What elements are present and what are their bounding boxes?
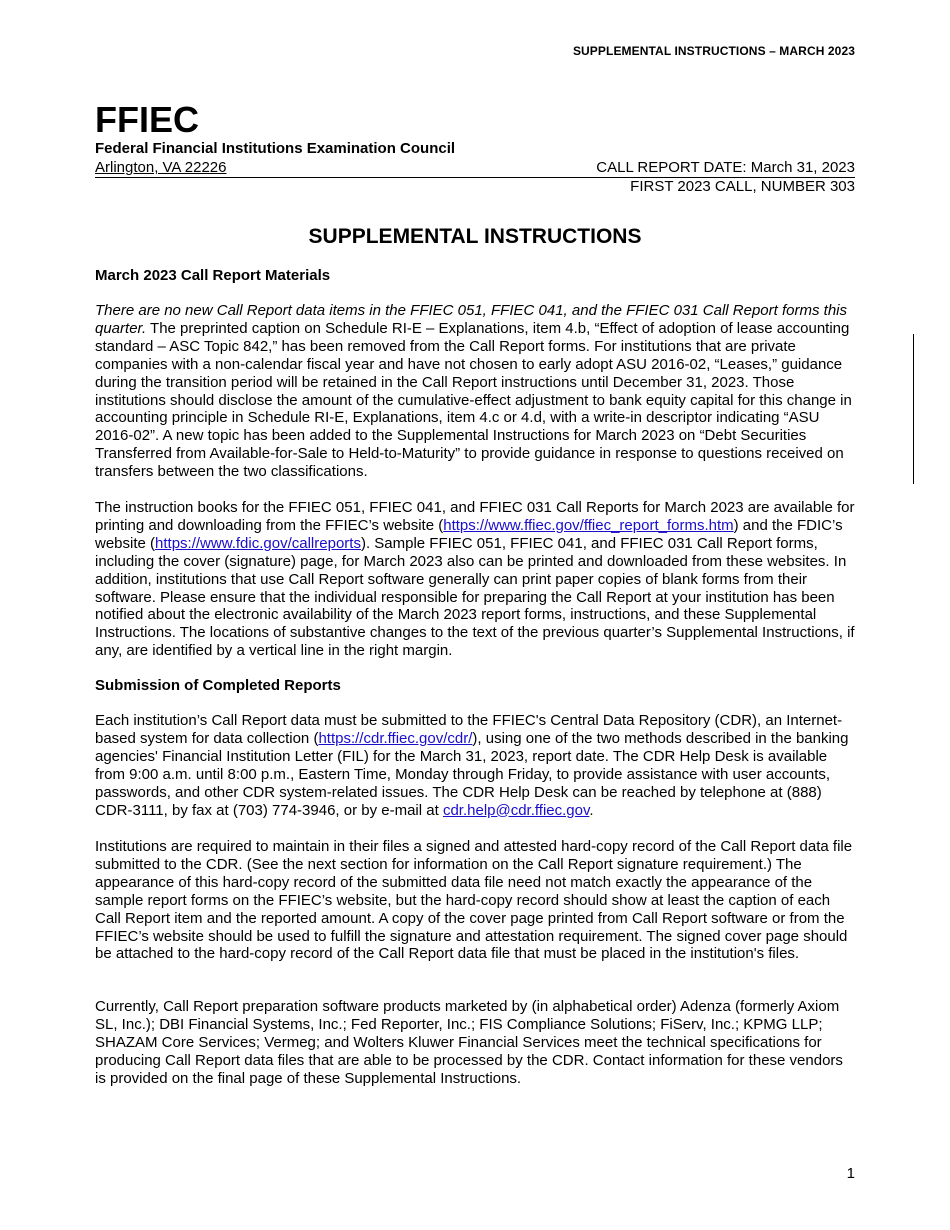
org-acronym: FFIEC xyxy=(95,99,199,140)
paragraph-materials-1: There are no new Call Report data items in the FFIEC 051, FFIEC 041, and the FFIEC 031 Call Report forms this quarter. The preprinted caption on Schedule RI-E – Explanations, item 4.b, “Effect of adoption of lease accounting standard – ASC Topic 842,” has been removed from the Call Report forms. For institutions that are private companies with a non-calendar fiscal year and have not chosen to early adopt ASU 2016-02, “Leases,” guidance during the transition period will be retained in the Call Report instructions until December 31, 2023. Those institutions should disclose the amount of the cumulative-effect adjustment to bank equity capital for this change in accounting principle in Schedule RI-E, Explanations, item 4.c or 4.d, with a write-in descriptor indicating “ASU 2016-02”. A new topic has been added to the Supplemental Instructions for March 2023 on “Debt Securities Transferred from Available-for-Sale to Held-to-Maturity” to provide guidance in response to questions received on transfers between the two classifications. xyxy=(95,302,852,481)
page-number: 1 xyxy=(846,1165,855,1182)
section-heading-materials: March 2023 Call Report Materials xyxy=(95,267,331,284)
cdr-link[interactable]: https://cdr.ffiec.gov/cdr/ xyxy=(318,729,473,747)
address-row xyxy=(95,159,855,178)
paragraph-submission-3: Currently, Call Report preparation software products marketed by (in alphabetical order) Adenza (formerly Axiom SL, Inc.); DBI Financial Systems, Inc.; Fed Reporter, Inc.; FIS Compliance Solutions; FiServ, Inc.; KPMG LLP; SHAZAM Core Services; Vermeg; and Wolters Kluwer Financial Services meet the technical specifications for producing Call Report data files that are able to be processed by the CDR. Contact information for these vendors is provided on the final page of these Supplemental Instructions. xyxy=(95,998,843,1087)
paragraph-submission-2: Institutions are required to maintain in their files a signed and attested hard-copy record of the Call Report data file submitted to the CDR. (See the next section for information on the Call Report signature requirement.) The appearance of this hard-copy record of the submitted data file need not match exactly the appearance of the sample report forms on the FFIEC’s website, but the hard-copy record should show at least the caption of each Call Report item and the reported amount. A copy of the cover page printed from Call Report software or from the FFIEC’s website should be used to fulfill the signature and attestation requirement. The signed cover page should be attached to the hard-copy record of the Call Report data file that must be placed in the institution's files. xyxy=(95,838,853,963)
org-address: Arlington, VA 22226 xyxy=(95,159,227,176)
italic-lead: There are no new Call Report data items in the FFIEC 051, FFIEC 041, and the FFIEC 031 Call Report forms this quarter. xyxy=(95,302,847,337)
section-heading-submission: Submission of Completed Reports xyxy=(95,677,341,694)
fdic-callreports-link[interactable]: https://www.fdic.gov/callreports xyxy=(155,534,361,552)
org-full-name: Federal Financial Institutions Examination Council xyxy=(95,140,456,157)
paragraph-materials-2: The instruction books for the FFIEC 051, FFIEC 041, and FFIEC 031 Call Reports for March 2023 are available for printing and downloading from the FFIEC’s website (https://www.ffiec.gov/ffiec_report_forms.htm) and the FDIC’s website (https://www.fdic.gov/callreports). Sample FFIEC 051, FFIEC 041, and FFIEC 031 Call Report forms, including the cover (signature) page, for March 2023 also can be printed and downloaded from these websites. In addition, institutions that use Call Report software generally can print paper copies of blank forms from their software. Please ensure that the individual responsible for preparing the Call Report at your institution has been notified about the electronic availability of the March 2023 report forms, instructions, and these Supplemental Instructions. The locations of substantive changes to the text of the previous quarter’s Supplemental Instructions, if any, are identified by a vertical line in the right margin. xyxy=(95,499,855,660)
document-title: SUPPLEMENTAL INSTRUCTIONS xyxy=(308,225,642,248)
ffiec-forms-link[interactable]: https://www.ffiec.gov/ffiec_report_forms.htm xyxy=(443,516,734,534)
paragraph-submission-1: Each institution’s Call Report data must be submitted to the FFIEC's Central Data Repository (CDR), an Internet-based system for data collection (https://cdr.ffiec.gov/cdr/), using one of the two methods described in the banking agencies' Financial Institution Letter (FIL) for the March 31, 2023, report date. The CDR Help Desk is available from 9:00 a.m. until 8:00 p.m., Eastern Time, Monday through Friday, to provide assistance with user accounts, passwords, and other CDR system-related issues. The CDR Help Desk can be reached by telephone at (888) CDR-3111, by fax at (703) 774-3946, or by e-mail at cdr.help@cdr.ffiec.gov. xyxy=(95,712,849,819)
call-report-date: CALL REPORT DATE: March 31, 2023 xyxy=(596,159,855,176)
cdr-help-email-link[interactable]: cdr.help@cdr.ffiec.gov xyxy=(442,801,590,819)
change-bar xyxy=(913,334,914,484)
call-number: FIRST 2023 CALL, NUMBER 303 xyxy=(630,178,855,195)
running-header: SUPPLEMENTAL INSTRUCTIONS – MARCH 2023 xyxy=(572,44,855,58)
